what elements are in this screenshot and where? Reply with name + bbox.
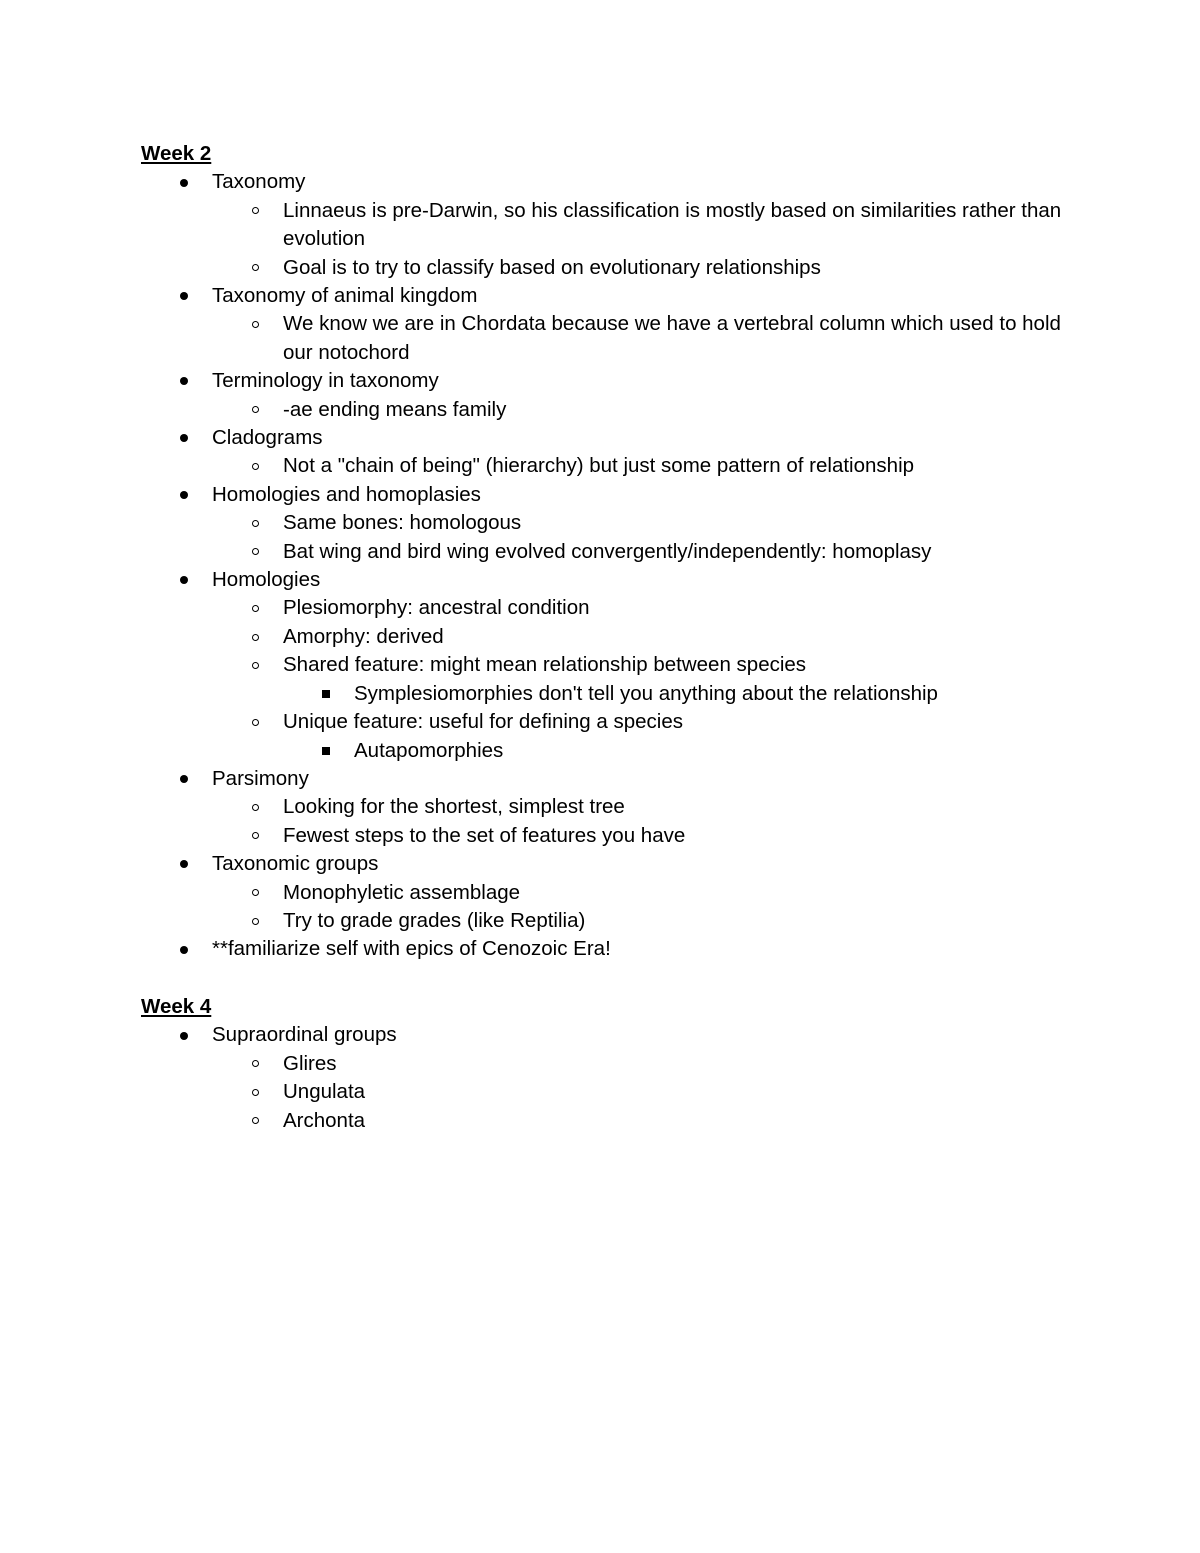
filled-bullet-icon — [177, 765, 191, 793]
filled-bullet-icon — [177, 282, 191, 310]
sub-list — [212, 310, 1081, 367]
sub-list-item-text: Bat wing and bird wing evolved convergently/independently: homoplasy — [283, 539, 932, 563]
sub-list-item-text: Try to grade grades (like Reptilia) — [283, 908, 586, 932]
sub-list — [212, 793, 1081, 850]
list-item-text: Homologies — [212, 568, 321, 592]
hollow-bullet-icon — [248, 1107, 262, 1135]
list-item-text: Parsimony — [212, 766, 309, 790]
hollow-bullet-icon — [248, 509, 262, 537]
sub-list-item-text: Looking for the shortest, simplest tree — [283, 795, 625, 819]
bullet-list — [141, 1021, 1081, 1135]
sub-sub-list-item-text: Symplesiomorphies don't tell you anything about the relationship — [354, 681, 938, 705]
sub-sub-list — [283, 680, 1081, 708]
sub-list-item — [212, 509, 1081, 537]
hollow-bullet-icon — [248, 793, 262, 821]
hollow-bullet-icon — [248, 907, 262, 935]
list-item-text: Supraordinal groups — [212, 1023, 397, 1047]
sub-list-item-text: Archonta — [283, 1108, 366, 1132]
sub-list-item-text: Monophyletic assemblage — [283, 880, 521, 904]
square-bullet-icon — [319, 680, 333, 708]
hollow-bullet-icon — [248, 452, 262, 480]
list-item — [141, 935, 1081, 963]
sub-list-item-text: Ungulata — [283, 1080, 366, 1104]
hollow-bullet-icon — [248, 396, 262, 424]
list-item-text: Cladograms — [212, 426, 323, 450]
sub-list-item — [212, 452, 1081, 480]
sub-list-item — [212, 197, 1081, 254]
list-item — [141, 424, 1081, 481]
sub-list-item — [212, 310, 1081, 367]
hollow-bullet-icon — [248, 594, 262, 622]
hollow-bullet-icon — [248, 1078, 262, 1106]
list-item — [141, 367, 1081, 424]
sub-list-item — [212, 907, 1081, 935]
list-item — [141, 566, 1081, 765]
sub-list-item — [212, 623, 1081, 651]
hollow-bullet-icon — [248, 708, 262, 736]
sub-list-item-text: Glires — [283, 1051, 337, 1075]
hollow-bullet-icon — [248, 879, 262, 907]
list-item-text: Taxonomy — [212, 170, 306, 194]
sub-list-item — [212, 1050, 1081, 1078]
filled-bullet-icon — [177, 168, 191, 196]
list-item — [141, 850, 1081, 935]
list-item — [141, 765, 1081, 850]
hollow-bullet-icon — [248, 310, 262, 338]
square-bullet-icon — [319, 737, 333, 765]
sub-list-item — [212, 793, 1081, 821]
hollow-bullet-icon — [248, 651, 262, 679]
list-item-text: Homologies and homoplasies — [212, 482, 481, 506]
hollow-bullet-icon — [248, 197, 262, 225]
hollow-bullet-icon — [248, 623, 262, 651]
sub-sub-list-item — [283, 737, 1081, 765]
list-item-text: Terminology in taxonomy — [212, 369, 439, 393]
sub-list-item-text: Unique feature: useful for defining a species — [283, 710, 684, 734]
filled-bullet-icon — [177, 424, 191, 452]
sub-list-item — [212, 396, 1081, 424]
sub-list-item-text: Plesiomorphy: ancestral condition — [283, 596, 590, 620]
sub-list — [212, 396, 1081, 424]
sub-list — [212, 452, 1081, 480]
list-item — [141, 1021, 1081, 1135]
list-item — [141, 282, 1081, 367]
sub-list-item — [212, 1107, 1081, 1135]
sub-sub-list — [283, 737, 1081, 765]
sub-list-item — [212, 651, 1081, 708]
week-2-section — [141, 140, 1081, 964]
sub-list — [212, 1050, 1081, 1135]
sub-list-item — [212, 708, 1081, 765]
sub-list-item — [212, 1078, 1081, 1106]
filled-bullet-icon — [177, 935, 191, 963]
sub-list-item-text: Goal is to try to classify based on evolutionary relationships — [283, 255, 821, 279]
sub-list-item-text: Fewest steps to the set of features you have — [283, 823, 686, 847]
list-item-text: Taxonomy of animal kingdom — [212, 284, 478, 308]
filled-bullet-icon — [177, 850, 191, 878]
sub-list-item — [212, 254, 1081, 282]
sub-list — [212, 197, 1081, 282]
sub-list-item — [212, 822, 1081, 850]
sub-list-item — [212, 879, 1081, 907]
bullet-list — [141, 168, 1081, 963]
sub-list-item — [212, 594, 1081, 622]
hollow-bullet-icon — [248, 1050, 262, 1078]
filled-bullet-icon — [177, 566, 191, 594]
list-item-text: Taxonomic groups — [212, 852, 379, 876]
hollow-bullet-icon — [248, 538, 262, 566]
sub-list-item-text: Not a "chain of being" (hierarchy) but just some pattern of relationship — [283, 454, 915, 478]
sub-list-item-text: Linnaeus is pre-Darwin, so his classification is mostly based on similarities rather than evolution — [283, 198, 1062, 251]
sub-list-item-text: Shared feature: might mean relationship between species — [283, 653, 807, 677]
sub-list — [212, 509, 1081, 566]
list-item-text: **familiarize self with epics of Cenozoic Era! — [212, 937, 611, 961]
sub-list-item-text: Same bones: homologous — [283, 511, 522, 535]
week-heading: Week 2 — [141, 142, 212, 165]
sub-list — [212, 594, 1081, 764]
list-item — [141, 168, 1081, 282]
week-4-section — [141, 993, 1081, 1135]
hollow-bullet-icon — [248, 822, 262, 850]
filled-bullet-icon — [177, 367, 191, 395]
filled-bullet-icon — [177, 1021, 191, 1049]
sub-list-item — [212, 538, 1081, 566]
sub-list-item-text: We know we are in Chordata because we have a vertebral column which used to hold our notochord — [283, 312, 1061, 364]
sub-list-item-text: Amorphy: derived — [283, 624, 444, 648]
sub-list — [212, 879, 1081, 936]
hollow-bullet-icon — [248, 254, 262, 282]
sub-list-item-text: -ae ending means family — [283, 397, 507, 421]
sub-sub-list-item — [283, 680, 1081, 708]
week-heading: Week 4 — [141, 995, 212, 1018]
list-item — [141, 481, 1081, 566]
sub-sub-list-item-text: Autapomorphies — [354, 738, 504, 762]
filled-bullet-icon — [177, 481, 191, 509]
